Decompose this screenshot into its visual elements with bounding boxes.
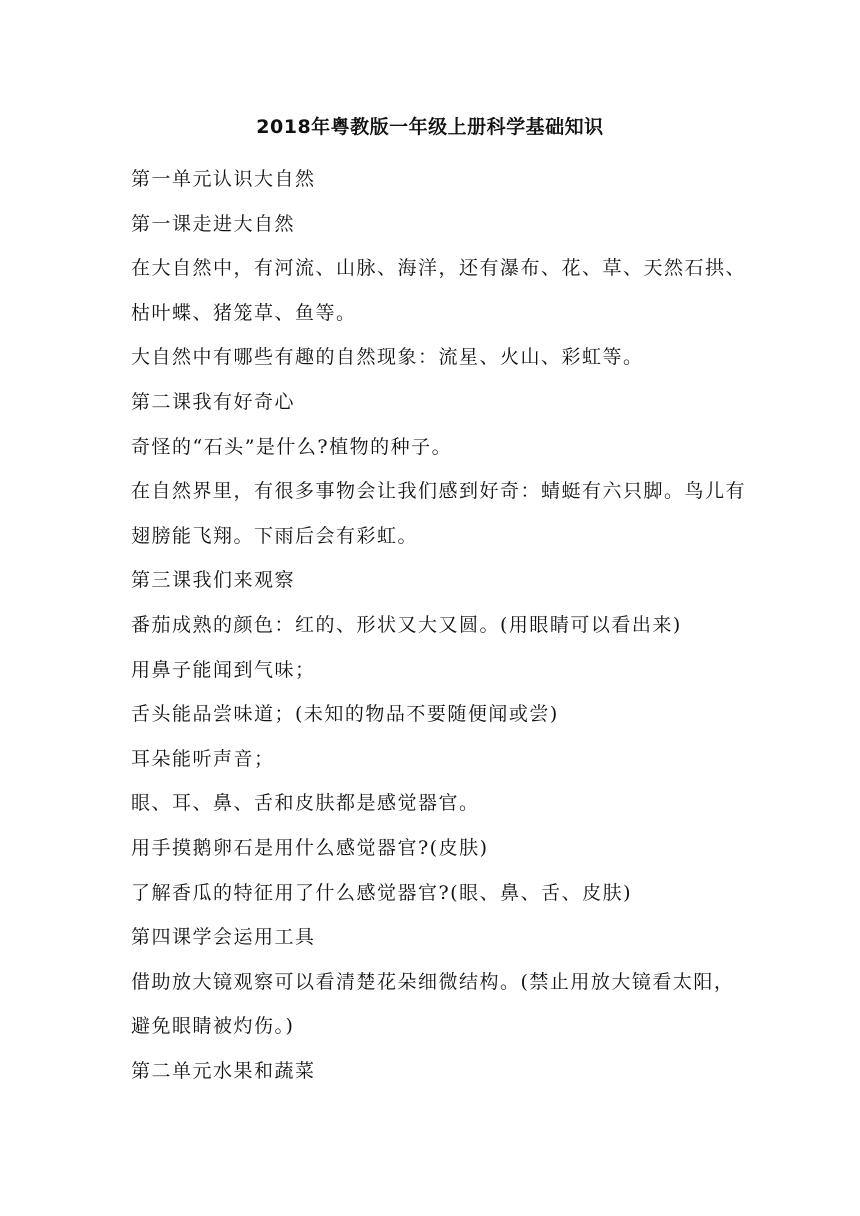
paragraph-line: 用鼻子能闻到气味； xyxy=(131,658,316,681)
document-body xyxy=(131,157,747,1093)
paragraph-line: 翅膀能飞翔。下雨后会有彩虹。 xyxy=(131,524,419,547)
paragraph-line: 用手摸鹅卵石是用什么感觉器官?(皮肤) xyxy=(131,836,489,859)
paragraph-line: 奇怪的“石头”是什么?植物的种子。 xyxy=(131,435,453,458)
document-title: 2018年粤教版一年级上册科学基础知识 xyxy=(256,116,604,138)
unit-heading: 第二单元水果和蔬菜 xyxy=(131,1059,316,1082)
paragraph-line: 眼、耳、鼻、舌和皮肤都是感觉器官。 xyxy=(131,792,480,815)
paragraph-line: 舌头能品尝味道；(未知的物品不要随便闻或尝) xyxy=(131,703,559,726)
lesson-heading: 第三课我们来观察 xyxy=(131,569,296,592)
paragraph-line: 枯叶蝶、猪笼草、鱼等。 xyxy=(131,301,357,324)
paragraph-line: 番茄成熟的颜色：红的、形状又大又圆。(用眼睛可以看出来) xyxy=(131,613,682,636)
paragraph-line: 耳朵能听声音； xyxy=(131,747,275,770)
paragraph-line: 在自然界里，有很多事物会让我们感到好奇：蜻蜓有六只脚。鸟儿有 xyxy=(131,480,747,503)
lesson-heading: 第四课学会运用工具 xyxy=(131,926,316,949)
unit-heading: 第一单元认识大自然 xyxy=(131,168,316,190)
lesson-heading: 第二课我有好奇心 xyxy=(131,390,296,413)
paragraph-line: 了解香瓜的特征用了什么感觉器官?(眼、鼻、舌、皮肤) xyxy=(131,881,633,904)
lesson-heading: 第一课走进大自然 xyxy=(131,212,296,235)
paragraph-line: 在大自然中，有河流、山脉、海洋，还有瀑布、花、草、天然石拱、 xyxy=(131,257,747,280)
paragraph-line: 避免眼睛被灼伤。) xyxy=(131,1015,295,1038)
paragraph-line: 大自然中有哪些有趣的自然现象：流星、火山、彩虹等。 xyxy=(131,346,644,369)
paragraph-line: 借助放大镜观察可以看清楚花朵细微结构。(禁止用放大镜看太阳， xyxy=(131,970,735,993)
